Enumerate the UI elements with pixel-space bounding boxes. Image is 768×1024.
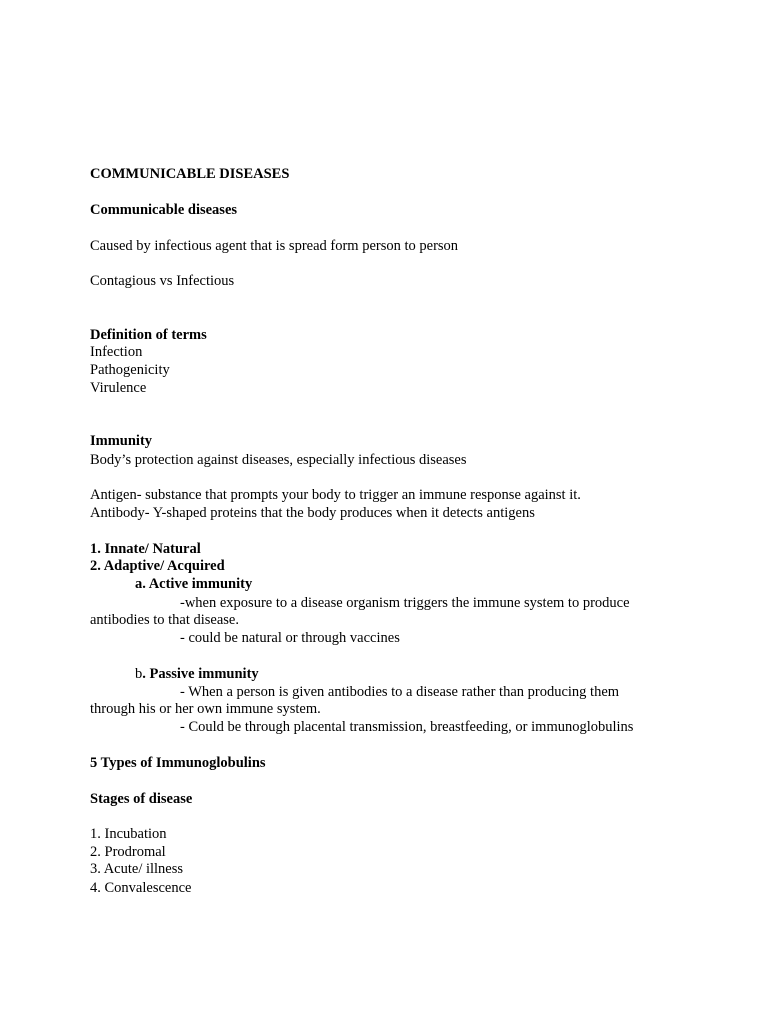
stage-item: 1. Incubation — [90, 826, 167, 842]
antigen-definition: Antigen- substance that prompts your body to trigger an immune response against it. — [90, 487, 581, 503]
stage-item: 3. Acute/ illness — [90, 861, 184, 877]
active-immunity-line: -when exposure to a disease organism triggers the immune system to produce — [180, 595, 630, 611]
active-immunity-line-cont: antibodies to that disease. — [90, 612, 239, 628]
immunity-type-adaptive: 2. Adaptive/ Acquired — [90, 558, 225, 574]
passive-immunity-line: - When a person is given antibodies to a disease rather than producing them — [180, 684, 620, 700]
passive-immunity-prefix: b — [135, 666, 143, 682]
immunity-type-innate: 1. Innate/ Natural — [90, 541, 201, 557]
immunoglobulins-heading: 5 Types of Immunoglobulins — [90, 755, 266, 771]
antibody-definition: Antibody- Y-shaped proteins that the body produces when it detects antigens — [90, 505, 535, 521]
term-item: Virulence — [90, 380, 147, 396]
document-title: COMMUNICABLE DISEASES — [90, 166, 290, 182]
passive-immunity-title: . Passive immunity — [142, 666, 259, 682]
stage-item: 4. Convalescence — [90, 880, 192, 896]
immunity-description: Body’s protection against diseases, especially infectious diseases — [90, 452, 467, 468]
stage-item: 2. Prodromal — [90, 844, 166, 860]
section-heading: Communicable diseases — [90, 202, 238, 218]
passive-immunity-line-cont: through his or her own immune system. — [90, 701, 321, 717]
contagious-vs-infectious: Contagious vs Infectious — [90, 273, 235, 289]
term-item: Pathogenicity — [90, 362, 170, 378]
stages-heading: Stages of disease — [90, 791, 193, 807]
active-immunity-note: - could be natural or through vaccines — [180, 630, 400, 646]
immunity-heading: Immunity — [90, 433, 153, 449]
definition-text: Caused by infectious agent that is spread form person to person — [90, 238, 459, 254]
active-immunity-heading: a. Active immunity — [135, 576, 253, 592]
passive-immunity-note: - Could be through placental transmission, breastfeeding, or immunoglobulins — [180, 719, 634, 735]
terms-heading: Definition of terms — [90, 327, 207, 343]
term-item: Infection — [90, 344, 143, 360]
passive-immunity-heading — [135, 665, 259, 683]
